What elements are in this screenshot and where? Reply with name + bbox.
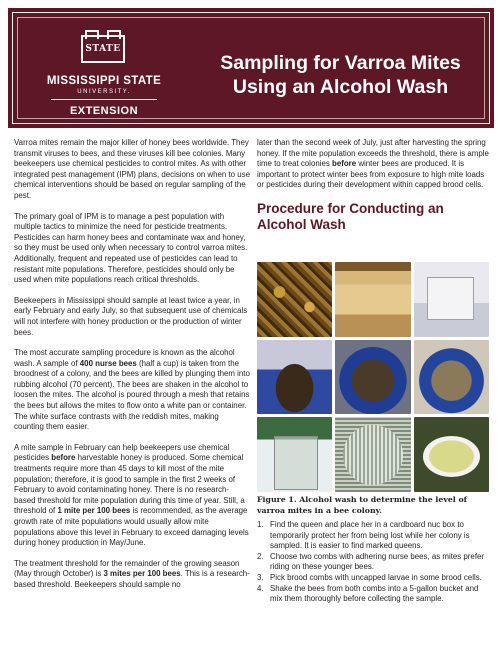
title-line-1: Sampling for Varroa Mites [220,52,461,74]
photo-scooping-bees [414,340,489,415]
photo-bucket-top-view [335,340,410,415]
emphasis: before [51,453,76,463]
logo-divider [51,99,157,100]
paragraph: The primary goal of IPM is to manage a pest population with multiple tactics to minimize the need for pesticide treatments. Pesticides can harm honey bees and contaminate wax and honey, so they must be used only when necessary to control varroa mites. Additionally, frequent and repeated use of pesticides can lead to resistant mite populations. Therefore, pesticides should only be used when mite populations reach critical thresholds. [14,211,248,285]
photo-nuc-box [414,262,489,337]
paragraph: The treatment threshold for the remainder of the growing season (May through October) is 3 mites per 100 bees. This is a research-based threshold. Beekeepers should sample no [14,558,250,589]
emphasis: 400 nurse bees [79,358,137,368]
procedure-steps [257,520,490,605]
photo-bees-in-bucket [257,340,332,415]
list-item: 1. Find the queen and place her in a cardboard nuc box to temporarily protect her from being lost while her colony is sampled. It is easier to find marked queens. [257,520,470,551]
emphasis: 1 mite per 100 bees [57,506,131,516]
header-banner [12,12,490,124]
list-item: 4. Shake the bees from both combs into a 5-gallon bucket and mix them thoroughly before collecting the sample. [257,583,479,604]
title-line-2: Using an Alcohol Wash [232,76,449,98]
logo-mark-text: STATE [85,44,121,54]
left-column [14,138,250,601]
photo-bees-on-comb [257,262,332,337]
paragraph: Beekeepers in Mississippi should sample at least twice a year, in early February and early July, so that subsequent use of chemicals will not interfere with honey production or the production of winter bees. [14,295,248,337]
msu-extension-logo [29,27,179,117]
paragraph: The most accurate sampling procedure is known as the alcohol wash. A sample of 400 nurse bees (half a cup) is taken from the broodnest of a colony, and the bees are killed by plunging them into rubbing alcohol (70 percent). The bees are shaken in the alcohol to loosen the mites. The alcohol is poured through a mesh that retains the bees but allows the mites to flow onto a white pan or container. The white surface contrasts with the reddish mites, making counting them easier. [14,348,250,432]
list-item: 3. Pick brood combs with uncapped larvae in some brood cells. [257,572,482,582]
section-heading: Procedure for Conducting an Alcohol Wash [257,200,444,232]
paragraph: A mite sample in February can help beekeepers use chemical pesticides before harvestable honey is produced. Some chemical treatments require more than 45 days to kill most of the mite population; therefore, it is good to sample in the first 2 weeks of February to avoid contaminating honey. There is no research-based threshold for mite population during this time of year. Still, a threshold of 1 mite per 100 bees is recommended, as the average growth rate of mite populations would usually allow mite populations above this level in February to exceed damaging levels during honey production in May/June. [14,442,249,548]
logo-extension: EXTENSION [69,105,139,117]
right-column [257,138,490,241]
emphasis: before [332,159,357,169]
photo-mesh-strainer [335,417,410,492]
figure-caption: Figure 1. Alcohol wash to determine the level of varroa mites in a bee colony. [257,495,468,515]
list-item: 2. Choose two combs with adhering nurse bees, as mites prefer riding on these younger bees. [257,551,485,572]
state-seal-icon [81,35,125,63]
logo-university-name: MISSISSIPPI STATE [46,75,162,87]
photo-white-pan [414,417,489,492]
paragraph: later than the second week of July, just after harvesting the spring honey. If the mite population exceeds the threshold, there is ample time to treat colonies before winter bees are produced. It is important to protect winter bees from exposure to high mite loads or pesticides during their development within capped brood cells. [257,138,489,190]
photo-jar-with-alcohol [257,417,332,492]
figure-photo-grid [257,262,489,492]
logo-university-word: UNIVERSITY. [77,89,131,95]
photo-hive-frame [335,262,410,337]
emphasis: 3 mites per 100 bees [103,569,181,579]
document-title [198,51,483,99]
paragraph: Varroa mites remain the major killer of honey bees worldwide. They transmit viruses to bees, and these viruses kill bee colonies. Many beekeepers use chemical pesticides to control mites. As with other integrated pest management (IPM) plans, decisions on when to use chemical interventions should be based on regular sampling of the pest. [14,138,250,200]
